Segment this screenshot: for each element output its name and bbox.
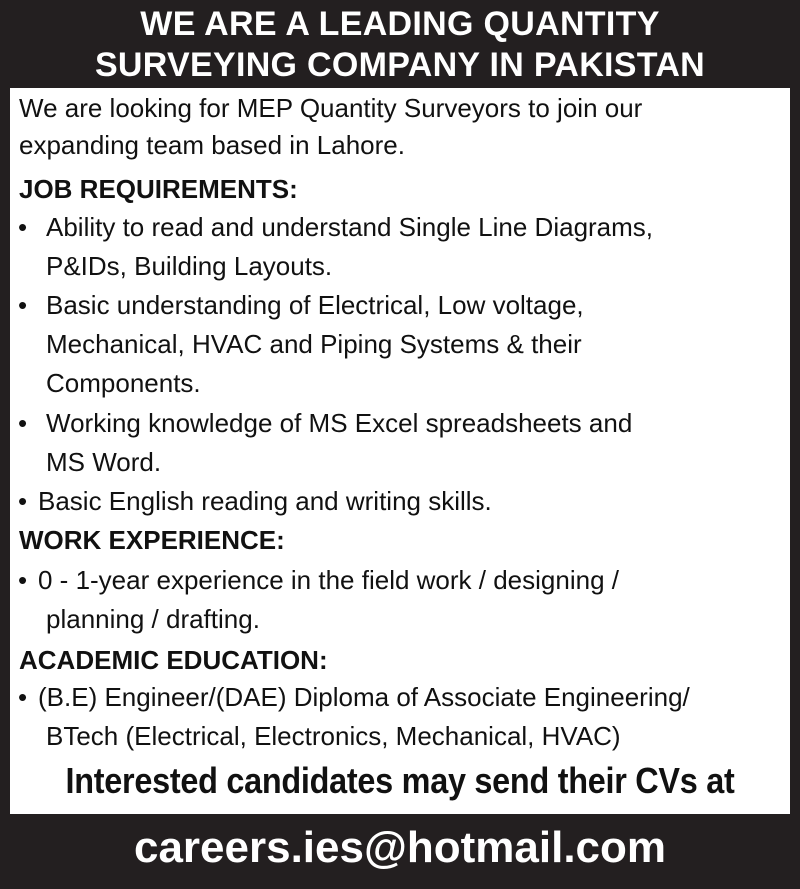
item-text: BTech (Electrical, Electronics, Mechanical, HVAC) bbox=[46, 721, 621, 751]
item-text: Ability to read and understand Single Line Diagrams, bbox=[46, 212, 654, 242]
intro-line-1: We are looking for MEP Quantity Surveyors to join our bbox=[19, 93, 643, 123]
item-text: Mechanical, HVAC and Piping Systems & their bbox=[46, 329, 582, 359]
item-text: Components. bbox=[46, 368, 201, 398]
intro-line-2: expanding team based in Lahore. bbox=[19, 130, 405, 160]
academic-education-heading: ACADEMIC EDUCATION: bbox=[19, 645, 328, 675]
list-item bbox=[18, 404, 788, 482]
list-item bbox=[18, 208, 788, 286]
item-text: P&IDs, Building Layouts. bbox=[46, 251, 333, 281]
list-item bbox=[18, 561, 788, 639]
email-address[interactable]: careers.ies@hotmail.com bbox=[133, 823, 667, 872]
bullet-icon: • bbox=[18, 682, 28, 712]
header-banner bbox=[0, 0, 800, 88]
bullet-icon: • bbox=[18, 408, 28, 438]
job-requirements-heading: JOB REQUIREMENTS: bbox=[19, 174, 298, 204]
bullet-icon: • bbox=[18, 565, 28, 595]
item-text: (B.E) Engineer/(DAE) Diploma of Associate Engineering/ bbox=[38, 682, 690, 712]
content-panel bbox=[10, 88, 790, 814]
list-item bbox=[18, 678, 788, 756]
item-text: planning / drafting. bbox=[46, 604, 260, 634]
header-line-2: SURVEYING COMPANY IN PAKISTAN bbox=[94, 46, 706, 84]
intro-text bbox=[19, 90, 789, 164]
item-text: Basic English reading and writing skills. bbox=[38, 486, 492, 516]
closing-text: Interested candidates may send their CVs at bbox=[65, 760, 735, 801]
header-line-1: WE ARE A LEADING QUANTITY bbox=[140, 5, 660, 43]
item-text: Basic understanding of Electrical, Low voltage, bbox=[46, 290, 584, 320]
list-item bbox=[18, 286, 788, 403]
bullet-icon: • bbox=[18, 290, 28, 320]
bullet-icon: • bbox=[18, 212, 28, 242]
item-text: MS Word. bbox=[46, 447, 162, 477]
list-item bbox=[18, 482, 788, 521]
work-experience-heading: WORK EXPERIENCE: bbox=[19, 525, 285, 555]
item-text: Working knowledge of MS Excel spreadsheets and bbox=[46, 408, 633, 438]
item-text: 0 - 1-year experience in the field work / designing / bbox=[38, 565, 619, 595]
bullet-icon: • bbox=[18, 486, 28, 516]
